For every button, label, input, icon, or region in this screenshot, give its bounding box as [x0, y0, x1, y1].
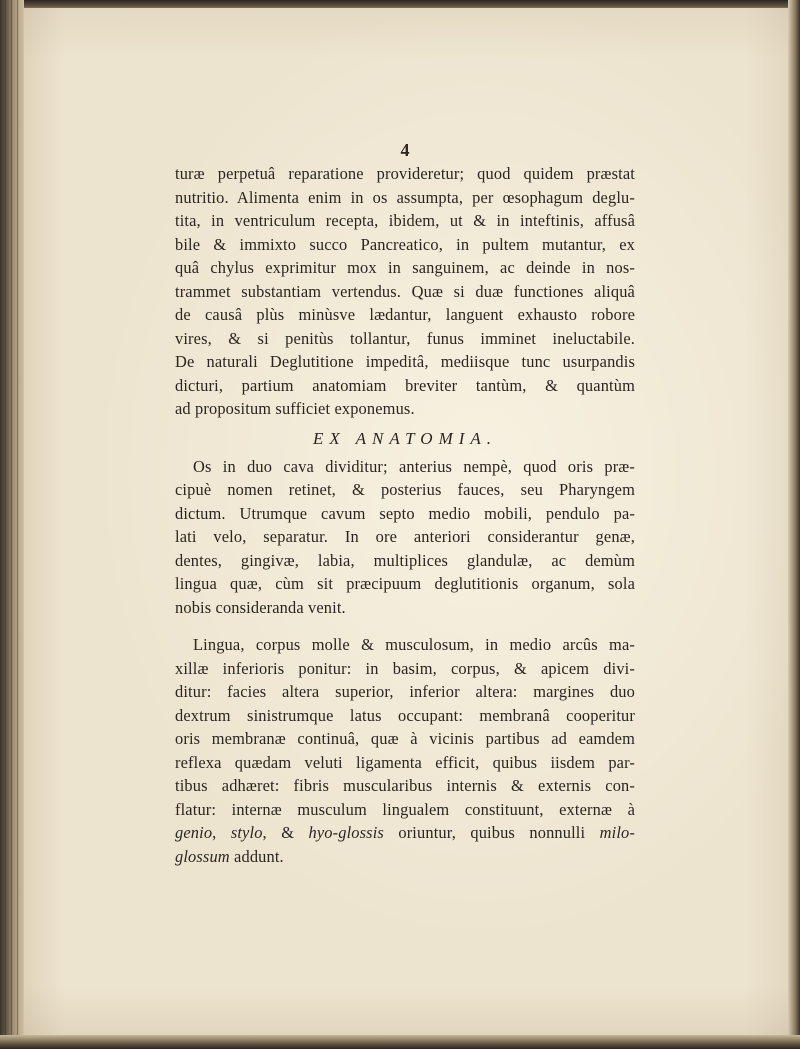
- paragraph-gap: [175, 619, 635, 633]
- paragraph-intro: [175, 162, 635, 421]
- text-fragment: addunt.: [229, 846, 284, 866]
- text-line: De naturali Deglutitione impeditâ, mediisque tunc usurpandis: [175, 352, 635, 371]
- text-line: lati velo, separatur. In ore anteriori considerantur genæ,: [175, 527, 635, 546]
- page-number: 4: [400, 140, 410, 160]
- binding-line: [17, 0, 18, 1049]
- bottom-edge-shadow: [0, 1035, 800, 1049]
- italic-term-genio: genio: [175, 823, 213, 842]
- text-line: de causâ plùs minùsve lædantur, languent exhausto robore: [175, 305, 635, 324]
- text-line: ad propositum sufficiet exponemus.: [175, 399, 415, 418]
- italic-term-milo: milo-: [599, 823, 635, 842]
- text-line: reflexa quædam veluti ligamenta efficit, quibus iisdem par-: [175, 752, 635, 772]
- book-binding: [0, 0, 24, 1049]
- text-line: Lingua, corpus molle & musculosum, in medio arcûs ma-: [193, 635, 635, 654]
- text-line: dicturi, partium anatomiam breviter tantùm, & quantùm: [175, 375, 635, 395]
- text-line: cipuè nomen retinet, & posterius fauces, seu Pharyngem: [175, 480, 635, 499]
- binding-line: [5, 0, 6, 1049]
- italic-term-stylo: stylo: [230, 823, 263, 842]
- text-line: quâ chylus exprimitur mox in sanguinem, ac deinde in nos-: [175, 258, 635, 277]
- text-line: tita, in ventriculum recepta, ibidem, ut & in inteftinis, affusâ: [175, 211, 635, 230]
- text-line: dentes, gingivæ, labia, multiplices glandulæ, ac demùm: [175, 550, 635, 570]
- text-line-mixed: [175, 845, 635, 869]
- page-text: [175, 140, 635, 868]
- text-line: nutritio. Alimenta enim in os assumpta, per œsophagum deglu-: [175, 187, 635, 207]
- italic-term-hyoglossis: hyo-glossis: [308, 823, 384, 842]
- text-line: lingua quæ, cùm sit præcipuum deglutitionis organum, sola: [175, 574, 635, 593]
- text-line: Os in duo cava dividitur; anterius nempè, quod oris præ-: [193, 456, 635, 476]
- text-line: turæ perpetuâ reparatione provideretur; quod quidem præstat: [175, 164, 635, 183]
- text-line: dictum. Utrumque cavum septo medio mobili, pendulo pa-: [175, 503, 635, 523]
- text-fragment: oriuntur, quibus nonnulli: [383, 823, 600, 842]
- section-heading: EX ANATOMIA.: [312, 428, 498, 448]
- text-line: ditur: facies altera superior, inferior altera: margines duo: [175, 682, 635, 701]
- text-line: dextrum sinistrumque latus occupant: membranâ cooperitur: [175, 705, 635, 725]
- paragraph-os: [175, 455, 635, 620]
- binding-line: [11, 0, 12, 1049]
- text-line: flatur: internæ musculum lingualem constituunt, externæ à: [175, 799, 635, 819]
- text-line: oris membranæ continuâ, quæ à vicinis partibus ad eamdem: [175, 729, 635, 748]
- text-line: bile & immixto succo Pancreatico, in pultem mutantur, ex: [175, 234, 635, 254]
- right-edge-shadow: [788, 0, 800, 1049]
- text-line: xillæ inferioris ponitur: in basim, corpus, & apicem divi-: [175, 658, 635, 678]
- italic-term-glossum: glossum: [175, 846, 230, 866]
- text-line-mixed: [175, 821, 635, 845]
- text-fragment: ,: [212, 823, 231, 842]
- text-line: nobis consideranda venit.: [175, 597, 346, 617]
- text-line: trammet substantiam vertendus. Quæ si duæ functiones aliquâ: [175, 281, 635, 301]
- text-line: tibus adhæret: fibris muscularibus internis & externis con-: [175, 776, 635, 795]
- text-fragment: , &: [262, 823, 309, 842]
- paragraph-lingua: [175, 633, 635, 868]
- text-line: vires, & si penitùs tollantur, funus imminet ineluctabile.: [175, 328, 635, 348]
